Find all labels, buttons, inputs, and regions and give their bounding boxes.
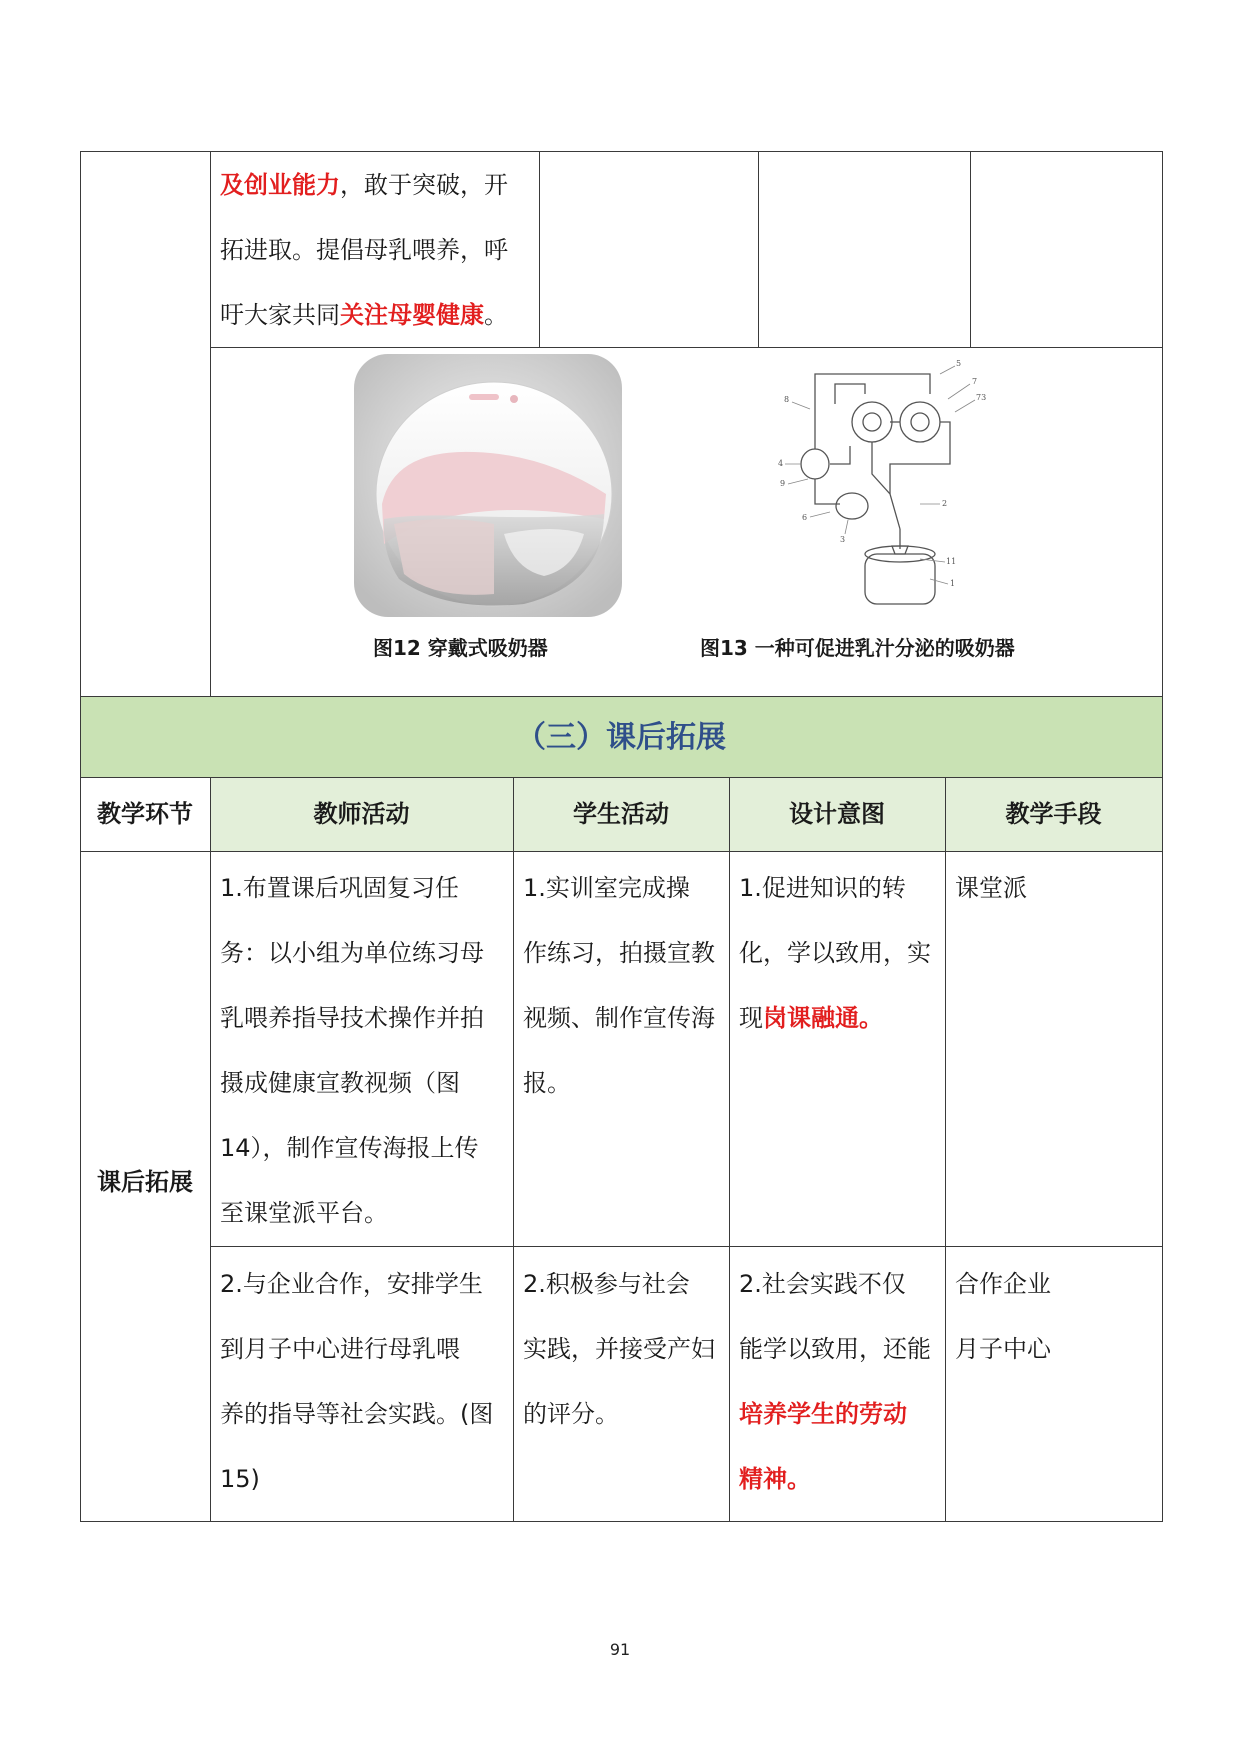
wearable-breast-pump-icon <box>354 354 622 617</box>
text-segment: ，敢于突破，开 <box>340 171 508 199</box>
figure-12 <box>354 354 622 617</box>
callout-number: 7 <box>972 377 978 386</box>
text-segment: 1.促进知识的转 <box>739 874 906 902</box>
highlight-text: 培养学生的劳动 <box>739 1400 907 1428</box>
text-line: 养的指导等社会实践。(图 <box>220 1400 494 1428</box>
text-segment: 现 <box>739 1004 763 1032</box>
row-1-teacher-activity <box>220 856 504 1246</box>
text-line: 2.积极参与社会 <box>523 1270 690 1298</box>
callout-number: 1 <box>950 579 956 588</box>
text-line: 14），制作宣传海报上传 <box>220 1134 479 1162</box>
text-line: 15) <box>220 1465 260 1493</box>
callout-number: 4 <box>778 459 784 468</box>
text-line: 2.与企业合作，安排学生 <box>220 1270 483 1298</box>
column-header-stage: 教学环节 <box>97 800 193 828</box>
row-1-teaching-means <box>955 856 1153 921</box>
text-line: 摄成健康宣教视频（图 <box>220 1069 460 1097</box>
highlight-text: 岗课融通。 <box>763 1004 883 1032</box>
text-line: 合作企业 <box>955 1270 1051 1298</box>
text-line: 1.实训室完成操 <box>523 874 690 902</box>
text-line <box>739 1252 937 1317</box>
text-line: 乳喂养指导技术操作并拍 <box>220 1004 484 1032</box>
text-segment: 能学以致用，还能 <box>739 1335 931 1363</box>
text-line <box>739 1317 937 1382</box>
row-2-student-activity <box>523 1252 721 1447</box>
text-segment: 。 <box>484 301 508 329</box>
highlight-text: 精神。 <box>739 1465 811 1493</box>
callout-number: 2 <box>942 499 948 508</box>
section-title: （三）课后拓展 <box>516 720 726 755</box>
row-1-student-activity <box>523 856 721 1116</box>
highlight-text: 及创业能力 <box>220 171 340 199</box>
text-line: 作练习，拍摄宣教 <box>523 939 715 967</box>
text-line: 1.布置课后巩固复习任 <box>220 874 459 902</box>
text-segment: 拓进取。提倡母乳喂养，呼 <box>220 236 508 264</box>
row-1-design-intent <box>739 856 937 1051</box>
text-line <box>220 283 530 348</box>
text-line: 务：以小组为单位练习母 <box>220 939 484 967</box>
callout-number: 11 <box>946 557 957 566</box>
text-line: 报。 <box>523 1069 571 1097</box>
column-header-teacher: 教师活动 <box>313 800 410 828</box>
text-line <box>220 153 530 218</box>
figure-12-caption: 图12 穿戴式吸奶器 <box>373 636 548 660</box>
text-line: 视频、制作宣传海 <box>523 1004 715 1032</box>
top-continuation-text <box>220 153 530 348</box>
text-line: 的评分。 <box>523 1400 619 1428</box>
figure-13 <box>770 354 1000 617</box>
column-header-means: 教学手段 <box>1005 800 1102 828</box>
highlight-text: 关注母婴健康 <box>340 301 484 329</box>
callout-number: 73 <box>976 393 987 402</box>
text-line <box>739 921 937 986</box>
column-header-intent: 设计意图 <box>789 800 885 828</box>
text-line <box>220 218 530 283</box>
text-line: 至课堂派平台。 <box>220 1199 388 1227</box>
text-line: 实践，并接受产妇 <box>523 1335 715 1363</box>
callout-number: 9 <box>780 479 786 488</box>
text-segment: 2.社会实践不仅 <box>739 1270 906 1298</box>
text-line <box>739 856 937 921</box>
text-line: 到月子中心进行母乳喂 <box>220 1335 460 1363</box>
page-number: 91 <box>609 1640 631 1659</box>
column-header-student: 学生活动 <box>573 800 669 828</box>
breast-pump-diagram-icon <box>770 354 1000 617</box>
row-2-teaching-means <box>955 1252 1153 1382</box>
text-line <box>739 1447 937 1512</box>
text-line: 课堂派 <box>955 874 1027 902</box>
text-segment: 化，学以致用，实 <box>739 939 931 967</box>
row-2-teacher-activity <box>220 1252 504 1512</box>
row-2-design-intent <box>739 1252 937 1512</box>
callout-number: 5 <box>956 359 962 368</box>
stage-label: 课后拓展 <box>97 1168 193 1196</box>
text-line <box>739 986 937 1051</box>
callout-number: 6 <box>802 513 808 522</box>
text-segment: 吁大家共同 <box>220 301 340 329</box>
text-line <box>739 1382 937 1447</box>
callout-number: 8 <box>784 395 790 404</box>
text-line: 月子中心 <box>955 1335 1051 1363</box>
figure-13-caption: 图13 一种可促进乳汁分泌的吸奶器 <box>700 636 1015 660</box>
callout-number: 3 <box>840 535 846 544</box>
